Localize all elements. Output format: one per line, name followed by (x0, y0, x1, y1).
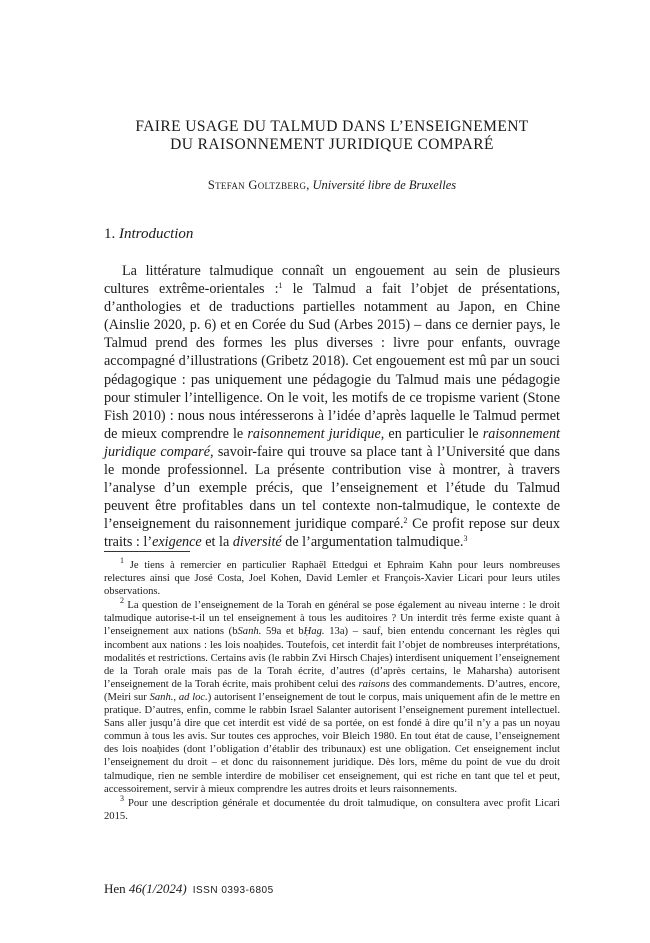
body-text: le Talmud a fait l’objet de présentations, d’anthologies et de traductions partielles notamment au Japon, en Chine (Ainslie 2020, p. 6) et en Corée du Sud (Arbes 2015) – dans ce dernier pays, le Talmud prend des formes les plus diverses : livre pour enfants, ouvrage accompagné d’illustrations (Gribetz 2018). Cet engouement est mû par un souci pédagogique : pas uniquement une pédagogie du Talmud mais une pédagogie pour stimuler l’intelligence. On le voit, les motifs de ce tropisme varient (Stone Fish 2010) : nous nous intéresserons à l’idée d’après laquelle le Talmud permet de mieux comprendre le (104, 281, 560, 442)
footnote-emphasis: Ḥag. (303, 626, 325, 638)
author-affiliation: Université libre de Bruxelles (312, 178, 457, 192)
title-line-1: FAIRE USAGE DU TALMUD DANS L’ENSEIGNEMENT (135, 118, 529, 135)
footnote-text: ) autorisent l’enseignement de tout le corpus, mais uniquement afin de le mettre en pratique. D’autres, enfin, comme le rabbin Israel Salanter autorisent l’enseignement purement intellectuel. Sans aller jusqu’à dire que cet interdit est vidé de sa portée, on est fondé à dire qu’il n’y a pas un noyau commun à tous les avis. Sur toutes ces approches, voir Bleich 1980. En tout état de cause, l’enseignement des lois noaḥides (dont l’obligation d’établir des tribunaux) est une obligation. Cet enseignement inclut l’enseignement du droit – et donc du raisonnement juridique. Dès lors, même du point de vue du droit talmudique, rien ne semble interdire de mobiliser cet enseignement, qui est riche en tant que tel et peut, accessoirement, servir à mieux comprendre les autres droits et leurs raisonnements. (104, 691, 560, 795)
footnote-emphasis: ad loc. (178, 691, 208, 703)
article-title (104, 118, 560, 154)
footnote-text: Pour une description générale et documentée du droit talmudique, on consultera avec profit Licari 2015. (104, 797, 560, 822)
body-text: , en particulier le (380, 425, 483, 442)
footnote-emphasis: Sanh. (237, 626, 262, 638)
footnote-text: , (173, 691, 179, 703)
section-heading (104, 226, 193, 243)
body-text: et la (201, 534, 233, 551)
body-text: La littérature talmudique connaît un engouement au sein de plusieurs cultures extrême-orientales : (104, 263, 560, 298)
body-emphasis: raisonnement juridique (247, 425, 381, 442)
footnote-ref-3[interactable]: 3 (463, 534, 468, 544)
footnote-emphasis: raisons (358, 678, 390, 690)
journal-name: Hen (104, 881, 129, 896)
body-text: , savoir-faire qui trouve sa place tant à l’Université que dans le monde professionnel. La présente contribution vise à montrer, à travers l’analyse d’un exemple précis, que l’enseignement et l’étude du Talmud peuvent être profitables dans un tel contexte non-talmudique, le contexte de l’enseignement du raisonnement juridique comparé. (104, 443, 561, 533)
journal-issn: ISSN 0393-6805 (192, 885, 274, 896)
footnotes (104, 556, 560, 824)
body-emphasis: raisonnement juridique comparé (104, 425, 560, 460)
section-title: Introduction (119, 226, 194, 242)
body-text: de l’argumentation talmudique. (281, 534, 464, 551)
section-number: 1. (104, 226, 116, 242)
body-emphasis: diversité (232, 534, 282, 551)
footnote-emphasis: Sanh. (149, 691, 174, 703)
author-line: Stefan Goltzberg, Université libre de Bruxelles (207, 178, 457, 192)
footnote-ref-1[interactable]: 1 (278, 281, 283, 291)
title-line-2: DU RAISONNEMENT JURIDIQUE COMPARÉ (170, 136, 494, 153)
footnote-text: des commandements. D’autres, encore, (Meiri sur (104, 678, 560, 703)
footnote-ref-2[interactable]: 2 (403, 516, 408, 526)
footnote-text: La question de l’enseignement de la Torah en général se pose également au niveau interne : le droit talmudique autorise-t-il un tel enseignement à tous les auditoires ? Un interdit très ferme existe quant à l’enseignement aux nations (b (104, 600, 560, 638)
footnote-rule (104, 551, 190, 552)
journal-issue: 46(1/2024) (128, 881, 187, 896)
page-footer (104, 881, 274, 897)
footnote-number: 1 (120, 556, 124, 565)
footnote-number: 3 (120, 793, 124, 803)
body-emphasis: exigence (152, 534, 202, 551)
footnote-text: 13a) – sauf, bien entendu concernant les règles qui incombent aux nations : les lois noaḥides. Toutefois, cet interdit fait l’objet de nombreuses interprétations, modalités et restrictions. Certains avis (le rabbin Zvi Hirsch Chajes) interdisent uniquement l’enseignement de la Torah orale mais pas de la Torah écrite, d’autres (d’après certains, le Maharsha) autorisent l’enseignement de la Torah écrite, mais prohibent celui des (104, 626, 560, 690)
body-text: Ce profit repose sur deux traits : l’ (104, 516, 560, 551)
footnote-number: 2 (120, 596, 124, 606)
footnote-text: 59a et b (261, 626, 304, 638)
author-name: Stefan Goltzberg (207, 178, 307, 192)
footnote-text: Je tiens à remercier en particulier Raphaël Ettedgui et Ephraim Kahn pour leurs nombreuses relectures ainsi que José Costa, Joel Kohen, David Lemler et François-Xavier Licari pour leurs utiles observations. (104, 560, 560, 598)
footnote-2 (104, 596, 560, 795)
footnote-1 (104, 556, 560, 598)
body-paragraph (104, 262, 560, 552)
footnote-3 (104, 793, 560, 823)
